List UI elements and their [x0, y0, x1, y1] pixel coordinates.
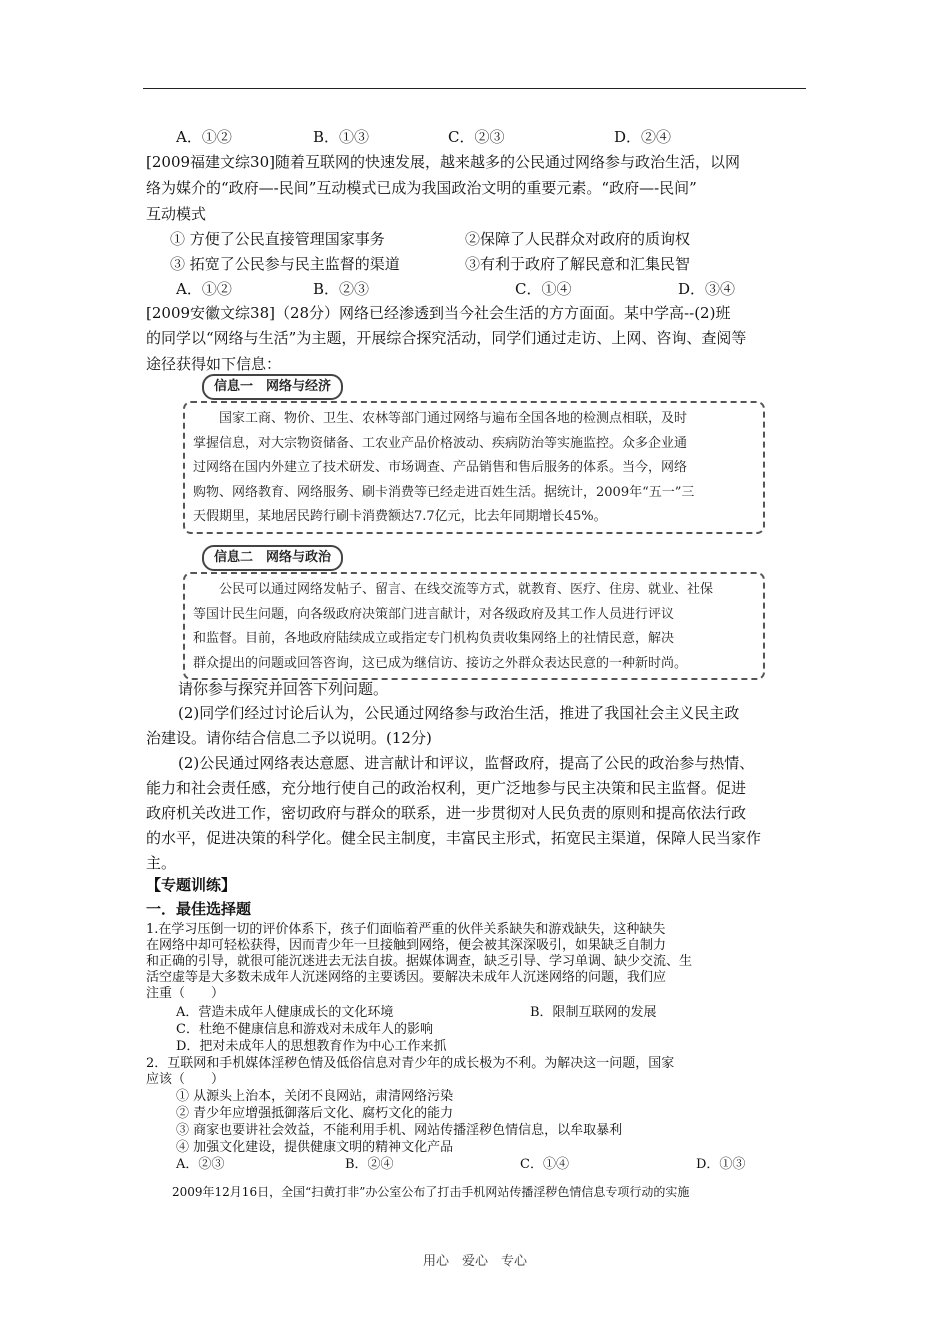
- question-anhui-line: 的同学以“网络与生活”为主题，开展综合探究活动，同学们通过走访、上网、咨询、查阅等: [146, 329, 747, 347]
- answer-line: 主。: [146, 854, 177, 872]
- q1-option-a: A．营造未成年人健康成长的文化环境: [176, 1005, 394, 1020]
- info-one-line: 天假期里，某地居民跨行刷卡消费额达7.7亿元，比去年同期增长45%。: [193, 509, 607, 524]
- option-d: D．③④: [678, 280, 736, 298]
- sub-question-line: (2)同学们经过讨论后认为，公民通过网络参与政治生活，推进了我国社会主义民主政: [178, 704, 740, 722]
- q1-line: 注重（ ）: [146, 986, 225, 1001]
- q2-line: 2．互联网和手机媒体淫秽色情及低俗信息对青少年的成长极为不利。为解决这一问题，国家: [146, 1056, 675, 1071]
- question-fujian-line: [2009福建文综30]随着互联网的快速发展，越来越多的公民通过网络参与政治生活，以网: [146, 153, 740, 171]
- q2-option-b: B．②④: [345, 1157, 394, 1172]
- option-d: D．②④: [614, 128, 672, 146]
- q2-item: ② 青少年应增强抵御落后文化、腐朽文化的能力: [176, 1106, 454, 1121]
- option-b: B．①③: [313, 128, 370, 146]
- statement-item: ②保障了人民群众对政府的质询权: [465, 230, 691, 248]
- subsection-heading: 一．最佳选择题: [146, 900, 252, 918]
- option-c: C．②③: [448, 128, 505, 146]
- q1-line: 在网络中却可轻松获得，因而青少年一旦接触到网络，便会被其深深吸引，如果缺乏自制力: [146, 938, 667, 953]
- page-footer: 用心 爱心 专心: [422, 1254, 527, 1269]
- option-a: A．①②: [176, 280, 232, 298]
- info-two-box: [183, 572, 765, 680]
- option-a: A．①②: [176, 128, 232, 146]
- q1-line: 1.在学习压倒一切的评价体系下，孩子们面临着严重的伙伴关系缺失和游戏缺失，这种缺失: [146, 922, 666, 937]
- info-one-line: 购物、网络教育、网络服务、刷卡消费等已经走进百姓生活。据统计，2009年“五一”三: [193, 484, 695, 500]
- sub-question-line: 治建设。请你结合信息二予以说明。(12分): [146, 729, 432, 747]
- q1-option-c: C．杜绝不健康信息和游戏对未成年人的影响: [176, 1022, 433, 1037]
- info-one-tag: 信息一 网络与经济: [202, 374, 343, 400]
- q1-option-b: B．限制互联网的发展: [530, 1005, 657, 1020]
- answer-line: (2)公民通过网络表达意愿、进言献计和评议，监督政府，提高了公民的政治参与热情、: [178, 754, 755, 772]
- info-two-line: 公民可以通过网络发帖子、留言、在线交流等方式，就教育、医疗、住房、就业、社保: [219, 582, 714, 597]
- info-one-box: [183, 401, 765, 534]
- q2-item: ③ 商家也要讲社会效益，不能利用手机、网站传播淫秽色情信息，以牟取暴利: [176, 1123, 623, 1138]
- q2-item: ④ 加强文化建设，提供健康文明的精神文化产品: [176, 1140, 454, 1155]
- q2-line: 应该（ ）: [146, 1072, 225, 1087]
- prompt-line: 请你参与探究并回答下列问题。: [178, 680, 389, 698]
- answer-line: 的水平，促进决策的科学化。健全民主制度，丰富民主形式，拓宽民主渠道，保障人民当家作: [146, 829, 762, 847]
- info-one-line: 国家工商、物价、卫生、农林等部门通过网络与遍布全国各地的检测点相联，及时: [219, 411, 688, 426]
- info-two-line: 等国计民生问题，向各级政府决策部门进言献计，对各级政府及其工作人员进行评议: [193, 606, 675, 622]
- question-anhui-line: 途径获得如下信息：: [146, 355, 282, 373]
- statement-item: ③有利于政府了解民意和汇集民智: [465, 255, 691, 273]
- info-one-line: 掌握信息，对大宗物资储备、工农业产品价格波动、疾病防治等实施监控。众多企业通: [193, 435, 688, 451]
- answer-line: 能力和社会责任感，充分地行使自己的政治权利，更广泛地参与民主决策和民主监督。促进: [146, 779, 747, 797]
- q1-line: 和正确的引导，就很可能沉迷进去无法自拔。据媒体调查，缺乏引导、学习单调、缺少交流、生: [146, 954, 693, 969]
- info-two-line: 和监督。目前，各地政府陆续成立或指定专门机构负责收集网络上的社情民意，解决: [193, 631, 675, 646]
- statement-item: ③ 拓宽了公民参与民主监督的渠道: [170, 255, 400, 273]
- q2-option-d: D．①③: [696, 1157, 746, 1172]
- q2-option-a: A．②③: [176, 1157, 225, 1172]
- question-anhui-line: [2009安徽文综38]（28分）网络已经渗透到当今社会生活的方方面面。某中学高--(2)班: [146, 304, 731, 322]
- question-fujian-line: 互动模式: [146, 205, 207, 223]
- q1-line: 活空虚等是大多数未成年人沉迷网络的主要诱因。要解决未成年人沉迷网络的问题，我们应: [146, 970, 667, 985]
- option-b: B．②③: [313, 280, 370, 298]
- option-c: C．①④: [515, 280, 572, 298]
- question-fujian-line: 络为媒介的“政府—-民间”互动模式已成为我国政治文明的重要元素。“政府—-民间”: [146, 179, 697, 197]
- q2-option-c: C．①④: [520, 1157, 569, 1172]
- info-one-line: 过网络在国内外建立了技术研发、市场调查、产品销售和售后服务的体系。当今，网络: [193, 460, 688, 475]
- q1-option-d: D．把对未成年人的思想教育作为中心工作来抓: [176, 1039, 447, 1054]
- section-heading: 【专题训练】: [146, 876, 237, 894]
- info-two-tag: 信息二 网络与政治: [202, 545, 343, 571]
- statement-item: ① 方便了公民直接管理国家事务: [170, 230, 385, 248]
- last-line: 2009年12月16日，全国“扫黄打非”办公室公布了打击手机网站传播淫秽色情信息专项行动的实施: [172, 1185, 690, 1199]
- info-two-line: 群众提出的问题或回答咨询，这已成为继信访、接访之外群众表达民意的一种新时尚。: [193, 655, 688, 671]
- header-rule: [143, 88, 806, 89]
- q2-item: ① 从源头上治本，关闭不良网站，肃清网络污染: [176, 1089, 454, 1104]
- answer-line: 政府机关改进工作，密切政府与群众的联系，进一步贯彻对人民负责的原则和提高依法行政: [146, 804, 747, 822]
